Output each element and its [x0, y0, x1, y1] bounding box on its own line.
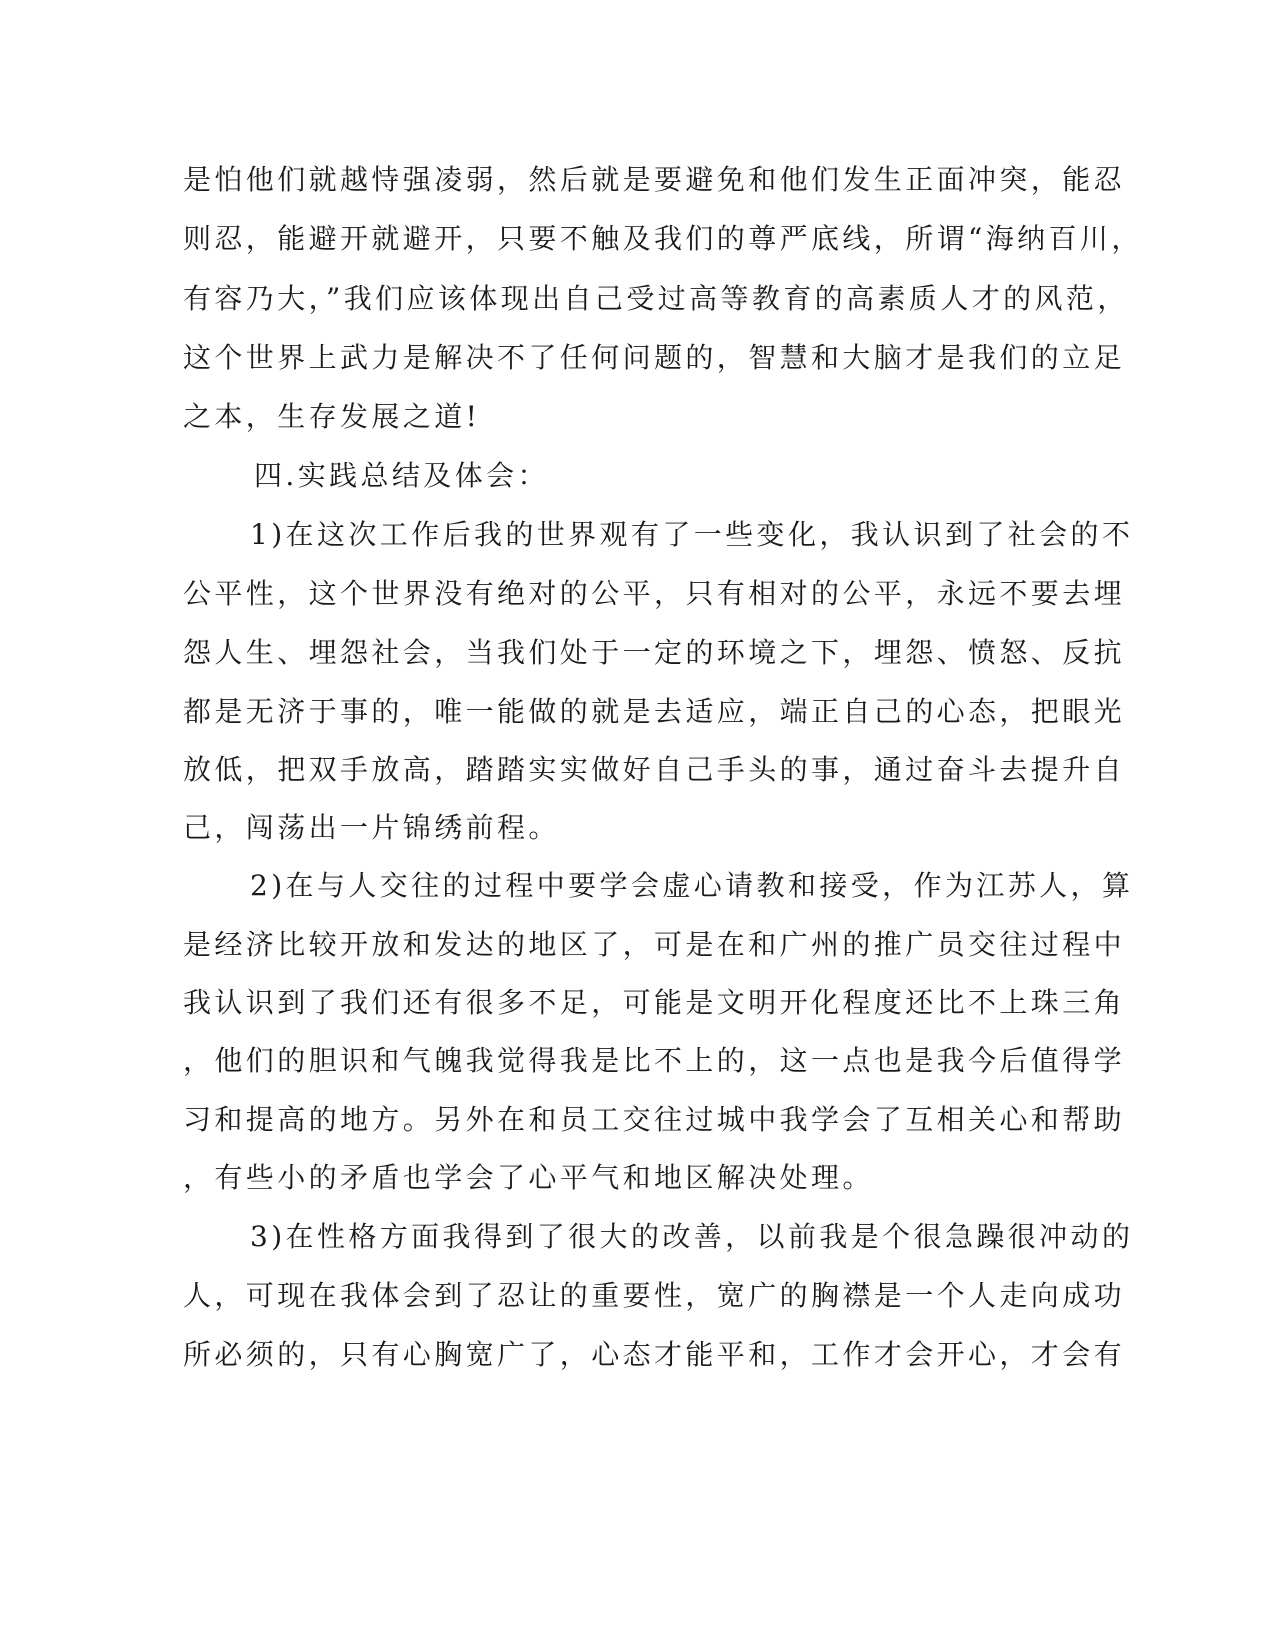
text-line: ，有些小的矛盾也学会了心平气和地区解决处理。 — [183, 1161, 874, 1194]
text-line: 己，闯荡出一片锦绣前程。 — [183, 811, 560, 844]
text-line: 怨人生、埋怨社会，当我们处于一定的环境之下，埋怨、愤怒、反抗 — [183, 636, 1126, 669]
text-line: ，他们的胆识和气魄我觉得我是比不上的，这一点也是我今后值得学 — [183, 1044, 1126, 1077]
text-line: 1)在这次工作后我的世界观有了一些变化，我认识到了社会的不 — [250, 518, 1134, 551]
text-line: 有容乃大，”我们应该体现出自己受过高等教育的高素质人才的风范， — [183, 282, 1129, 315]
text-line: 3)在性格方面我得到了很大的改善，以前我是个很急躁很冲动的 — [250, 1220, 1134, 1253]
text-line: 都是无济于事的，唯一能做的就是去适应，端正自己的心态，把眼光 — [183, 695, 1126, 728]
text-line: 这个世界上武力是解决不了任何问题的，智慧和大脑才是我们的立足 — [183, 341, 1126, 374]
text-line: 人，可现在我体会到了忍让的重要性，宽广的胸襟是一个人走向成功 — [183, 1279, 1126, 1312]
text-line: 我认识到了我们还有很多不足，可能是文明开化程度还比不上珠三角 — [183, 986, 1126, 1019]
text-line: 是经济比较开放和发达的地区了，可是在和广州的推广员交往过程中 — [183, 928, 1126, 961]
text-line: 习和提高的地方。另外在和员工交往过城中我学会了互相关心和帮助 — [183, 1103, 1126, 1136]
section-heading: 四.实践总结及体会： — [254, 459, 549, 492]
text-line: 则忍，能避开就避开，只要不触及我们的尊严底线，所谓“海纳百川， — [183, 222, 1143, 255]
text-line: 放低，把双手放高，踏踏实实做好自己手头的事，通过奋斗去提升自 — [183, 753, 1126, 786]
text-line: 是怕他们就越恃强凌弱，然后就是要避免和他们发生正面冲突，能忍 — [183, 163, 1126, 196]
text-line: 所必须的，只有心胸宽广了，心态才能平和，工作才会开心，才会有 — [183, 1338, 1126, 1371]
text-line: 公平性，这个世界没有绝对的公平，只有相对的公平，永远不要去埋 — [183, 577, 1126, 610]
text-line: 2)在与人交往的过程中要学会虚心请教和接受，作为江苏人，算 — [250, 869, 1134, 902]
text-line: 之本，生存发展之道! — [183, 400, 481, 433]
